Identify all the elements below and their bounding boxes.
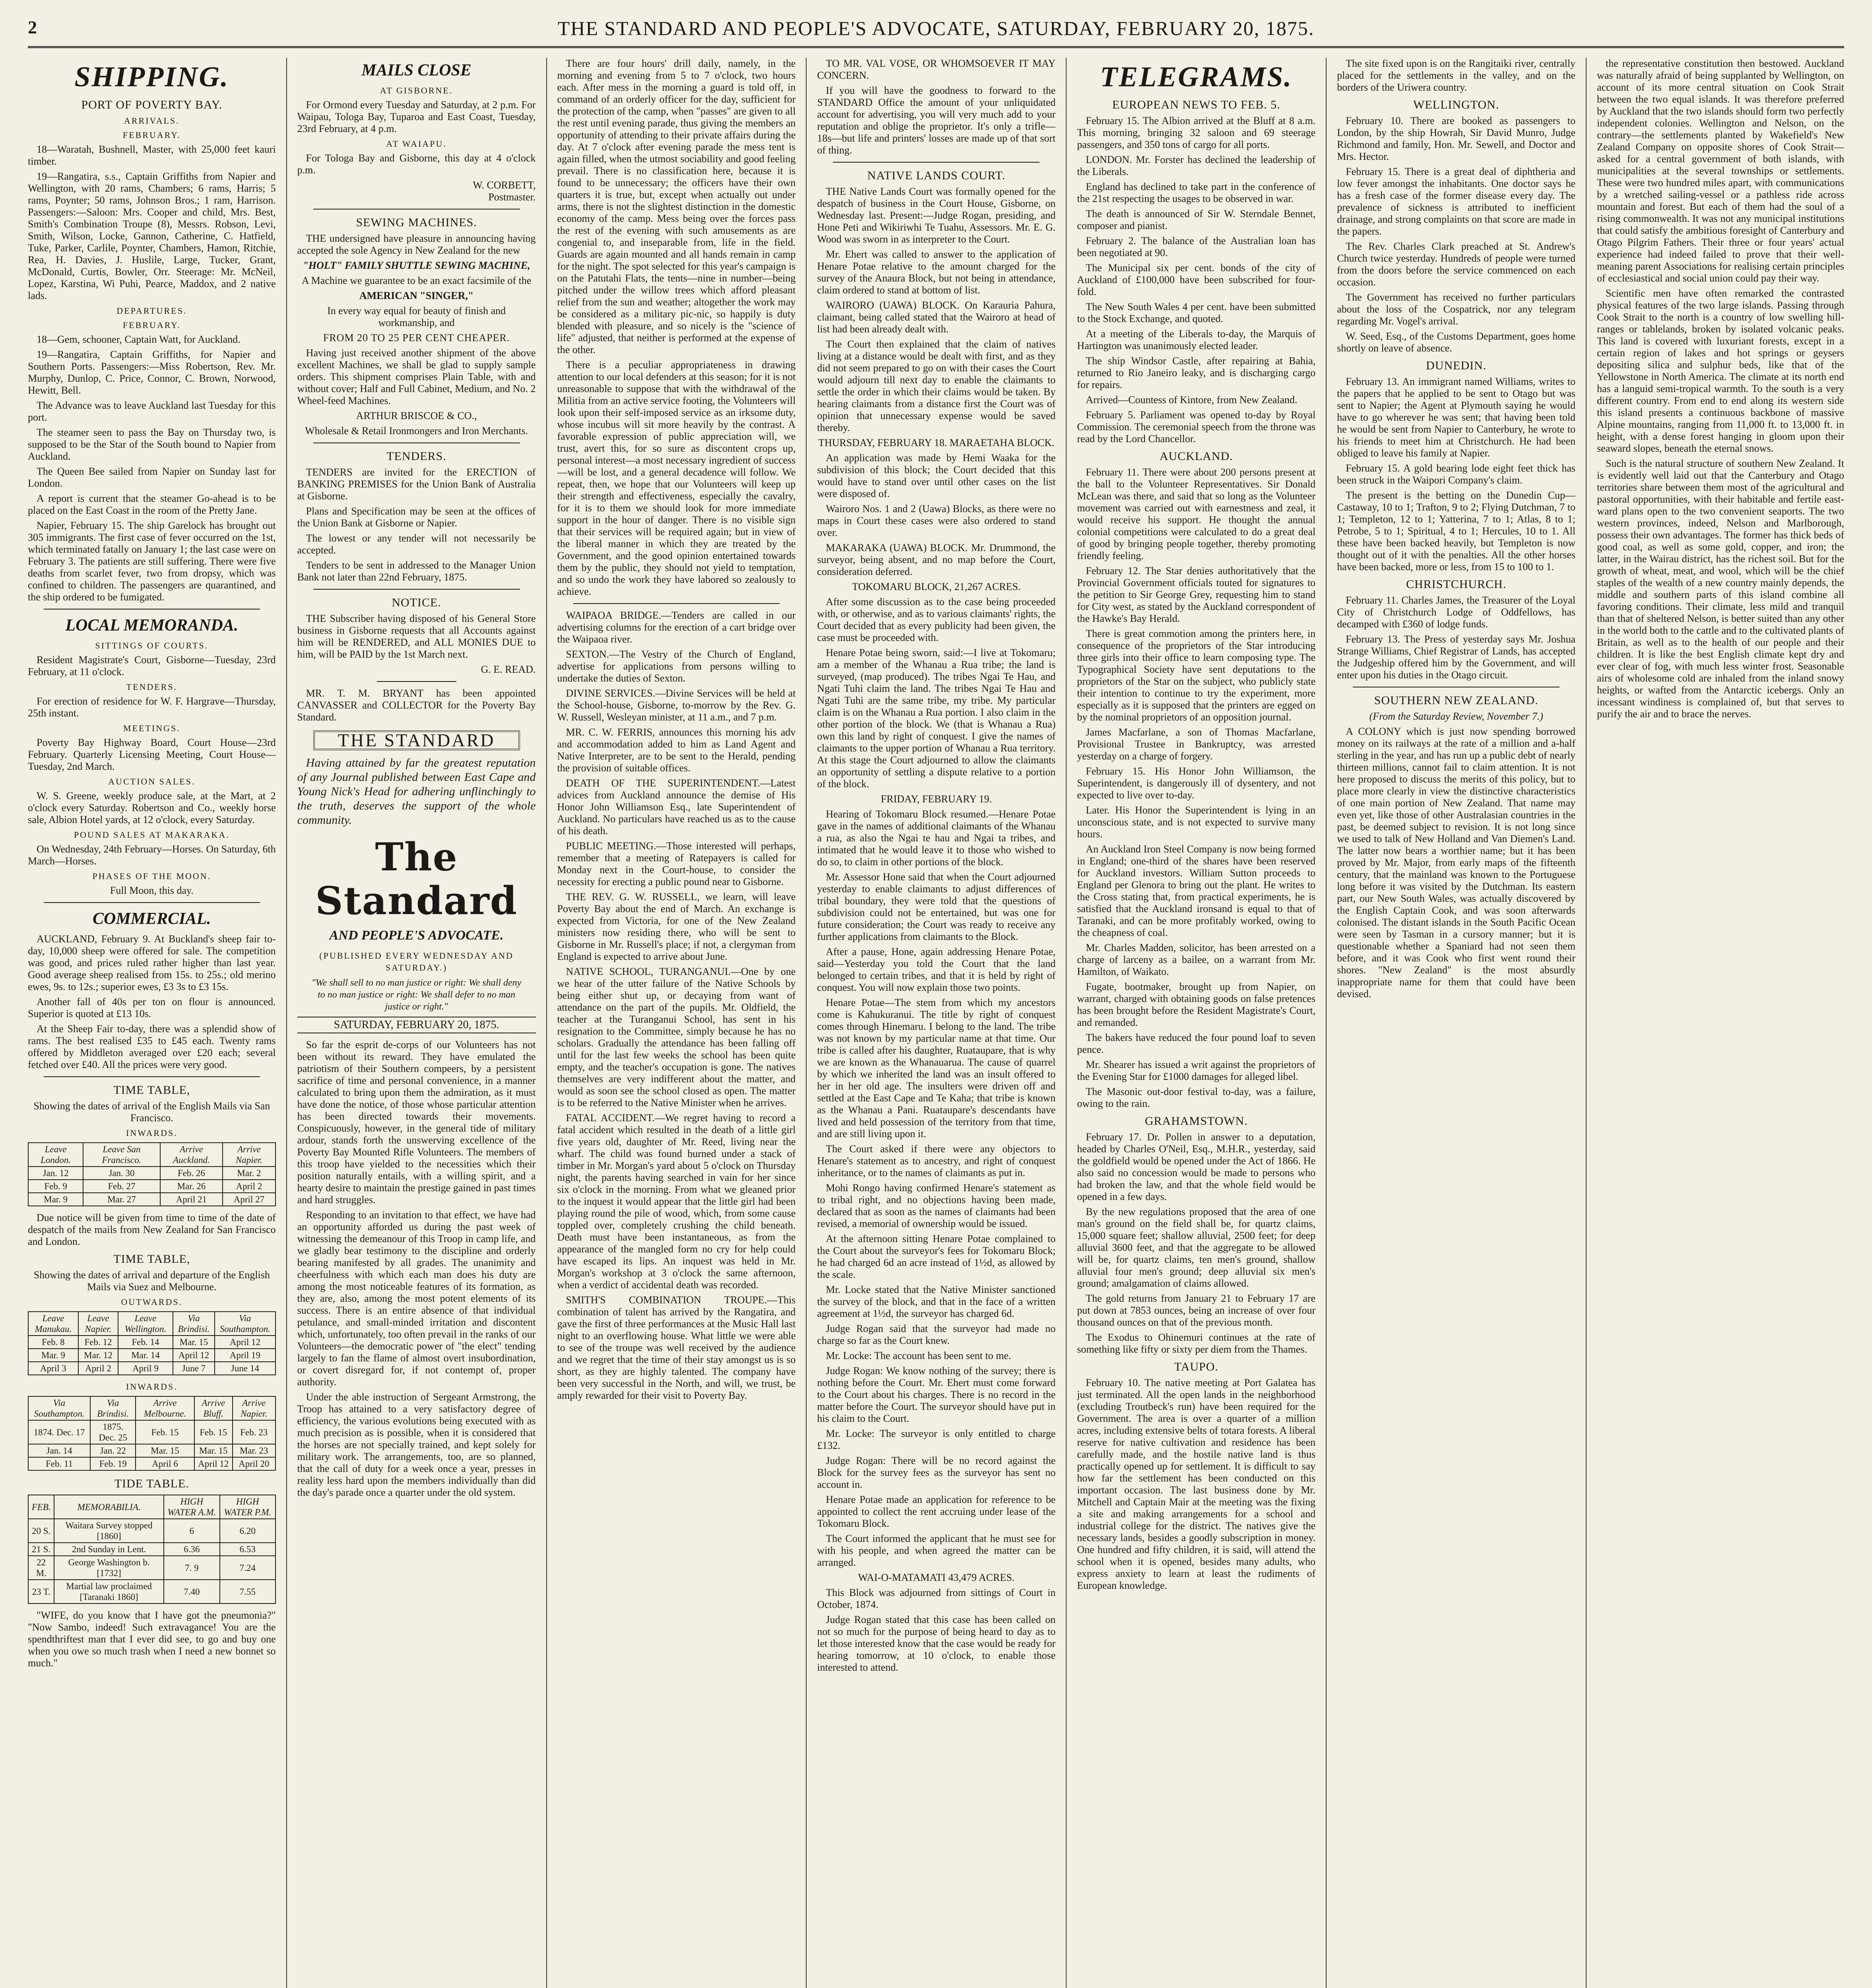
telegram-para: February 11. Charles James, the Treasurer of the Loyal City of Christchurch Lodge of Oddfellows, has decamped with £360 of lodge funds.: [1337, 594, 1576, 630]
court-para: After some discussion as to the case being proceeded with, or otherwise, and as to various claimants' rights, the Court decided that as every publicity had been given, the case must be proceeded with.: [817, 596, 1056, 643]
column-1: [28, 58, 286, 1988]
outwards-heading: OUTWARDS.: [121, 1297, 183, 1307]
sewing-para: THE undersigned have pleasure in announcing having accepted the sole Agency in New Zealand for the new: [297, 233, 536, 256]
telegram-para: The present is the betting on the Dunedin Cup—Castaway, 10 to 1; Trafton, 9 to 2; Flying Dutchman, 7 to 1; Templeton, 12 to 1; Yatterina, 7 to 1; Atlas, 8 to 1; Petrobe, 5 to 1; Spiritual, 4 to 1; Hercules, 10 to 1. All these have been backed heavily, but Templeton is now thought out of it with the penalties. All the other horses have been backed, more or less, from 15 to 100 to 1.: [1337, 489, 1576, 573]
table-cell: Mar. 23: [233, 1444, 275, 1457]
anecdote: "WIFE, do you know that I have got the pneumonia?" "Now Sambo, indeed! Such extravagance! You are the spendthriftest man that I ever did see, to go and buy one when you owe so much trash when I need a new bonnet so much.": [28, 1609, 276, 1669]
table-header: Arrive Melbourne.: [136, 1396, 194, 1420]
table-cell: 7.24: [220, 1556, 275, 1580]
court-heading: NATIVE LANDS COURT.: [867, 169, 1006, 182]
column-4: [806, 58, 1066, 1988]
table-cell: April 12: [194, 1457, 233, 1470]
telegram-para: An Auckland Iron Steel Company is now being formed in England; one-third of the shares have been reserved for Auckland investors. William Sutton proceeds to England per Glenora to bring out the plant. He writes to the Cross stating that, from practical experiments, he is satisfied that the Auckland ironsand is equal to that of Taranaki, and can be more profitably worked, owing to the cheapness of coal.: [1077, 843, 1316, 938]
arrival-entry: 18—Waratah, Bushnell, Master, with 25,000 feet kauri timber.: [28, 144, 276, 167]
departures-month: FEBRUARY.: [122, 320, 181, 330]
tenders-local-heading: TENDERS.: [126, 682, 178, 692]
column-2: [286, 58, 546, 1988]
shipping-note: The steamer seen to pass the Bay on Thursday two, is supposed to be the Star of the South bound to Napier from Auckland.: [28, 427, 276, 462]
local-item: NATIVE SCHOOL, TURANGANUI.—One by one we hear of the utter failure of the Native Schools by being either shut up, or decaying from want of attendance on the part of the pupils. Mr. Oldfield, the teacher at the Turanganui School, has sent in his resignation to the Committee, simply because he has no scholars. Gradually the attendance has been falling off until for the last few weeks the school has been quite empty, and the teacher's occupation is gone. The natives themselves are very indifferent about the matter, and would as soon see the school closed as open. The matter is to be referred to the Native Minister when he arrives.: [557, 966, 796, 1109]
letter-body: If you will have the goodness to forward to the STANDARD Office the amount of your unliquidated account for advertising, you will very much add to your reputation and oblige the proprietor. It's only a trifle—18s—but life and printers' losses are made up of that sort of thing.: [817, 85, 1056, 156]
court-para: WAI-O-MATAMATI 43,479 ACRES.: [858, 1572, 1015, 1583]
telegram-para: Mr. Charles Madden, solicitor, has been arrested on a charge of larceny as a bailee, on a warrant from Mr. Hamilton, of Waikato.: [1077, 942, 1316, 977]
table-cell: Mar. 26: [160, 1180, 223, 1193]
telegram-para: The Exodus to Ohinemuri continues at the rate of something like fifty or sixty per diem from the Thames.: [1077, 1332, 1316, 1355]
telegram-para: February 2. The balance of the Australian loan has been negotiated at 90.: [1077, 235, 1316, 258]
table-row: [28, 1180, 275, 1193]
telegram-para: February 10. There are booked as passengers to London, by the ship Howrah, Sir David Munro, Judge Richmond and family, Hon. Mr. Sewell, and Doctor and Mrs. Hector.: [1337, 115, 1576, 162]
column-3: [546, 58, 806, 1988]
column-5: [1066, 58, 1326, 1988]
table-cell: Mar. 15: [173, 1336, 215, 1349]
court-para: Wairoro Nos. 1 and 2 (Uawa) Blocks, as there were no maps in Court these cases were also ordered to stand over.: [817, 503, 1056, 538]
meetings-text: Poverty Bay Highway Board, Court House—23rd February. Quarterly Licensing Meeting, Court House—Tuesday, 2nd March.: [28, 737, 276, 772]
court-para: Judge Rogan said that the surveyor had made no charge so far as the Court knew.: [817, 1323, 1056, 1346]
court-para: Mr. Locke: The account has been sent to me.: [826, 1350, 1011, 1361]
local-heading: LOCAL MEMORANDA.: [65, 616, 239, 635]
telegram-para: February 15. There is a great deal of diphtheria and low fever amongst the inhabitants. One doctor says he has a fresh case of the former disease every day. The prevalence of sickness is attributed to inefficient drainage, and strong complaints on that score are made in the papers.: [1337, 166, 1576, 237]
table-cell: April 27: [223, 1193, 275, 1206]
court-para: The Court asked if there were any objectors to Henare's statement as to ancestry, and right of conquest inheritance, or to the names of claimants as put in.: [817, 1143, 1056, 1178]
table-cell: 6: [164, 1519, 220, 1543]
divider: [313, 589, 520, 590]
table-header: FEB.: [28, 1495, 54, 1519]
table-row: [28, 1349, 275, 1362]
table-cell: Mar. 15: [136, 1444, 194, 1457]
tenders-heading: TENDERS.: [386, 450, 446, 463]
masthead: [28, 15, 1844, 48]
arrivals-month: FEBRUARY.: [122, 130, 181, 140]
local-item: PUBLIC MEETING.—Those interested will perhaps, remember that a meeting of Ratepayers is called for Monday next in the Court-house, to consider the necessity for erecting a public pound near to Gisborne.: [557, 840, 796, 887]
sewing-para: In every way equal for beauty of finish and workmanship, and: [327, 305, 506, 328]
editorial-para: Responding to an invitation to that effect, we have had an opportunity afforded us during the past week of witnessing the demeanour of this Troop in camp life, and we gladly bear testimony to the discipline and orderly bearing manifested by all grades. The unanimity and cheerfulness with which each man does his duty are among the most noticeable features of its formation, as they are, also, among the most potent elements of its success. There is an entire absence of that individual petulance, and small-minded irritation and discontent which, unfortunately, too often prevail in the ranks of our Volunteers—the democratic power of "the elect" tending largely to fan the flame of almost overt insubordination, or covert disregard for, if not contempt of, proper authority.: [297, 1209, 536, 1388]
postmaster-name: W. CORBETT,: [473, 179, 536, 191]
table-header: Arrive Bluff.: [194, 1396, 233, 1420]
table-cell: 7.40: [164, 1580, 220, 1604]
table-row: [28, 1167, 275, 1180]
telegram-para: February 15. A gold bearing lode eight feet thick has been struck in the Waipori Company's claim.: [1337, 462, 1576, 486]
table-cell: Feb. 15: [136, 1420, 194, 1444]
shipping-heading: SHIPPING.: [74, 61, 229, 93]
court-para: Henare Potae—The stem from which my ancestors come is Kahukuranui. The title by right of conquest comes through Hinemaru. I belong to the land. The tribe was not known by my particular name at that time. Our tribe is called after his daughter, Ruataupare, that is why we are known as the Whanauarua. The cause of quarrel by which we inherited the land was an insult offered to her in her old age. The insulters were driven off and settled at the East Cape and Te Kaha; that tribe is known as the Whanau a Pani. Ruataupare's descendants have lived and held possession of the territory from that time, and are still living upon it.: [817, 997, 1056, 1140]
table-header: Leave San Francisco.: [83, 1143, 160, 1167]
sewing-price: FROM 20 TO 25 PER CENT CHEAPER.: [323, 332, 510, 344]
sewing-firm: ARTHUR BRISCOE & CO.,: [356, 410, 477, 421]
court-para: Judge Rogan stated that this case has been called on not so much for the purpose of being heard to day as to let those interested know that the case would be ready for hearing tomorrow, at 10 o'clock, to enable those interested to attend.: [817, 1614, 1056, 1673]
telegrams-heading: TELEGRAMS.: [1100, 61, 1293, 93]
port-heading: PORT OF POVERTY BAY.: [81, 98, 223, 111]
article-para: the representative constitution then bestowed. Auckland was naturally afraid of being supplanted by Wellington, on account of its more central situation on Cook Strait between the two equal islands. It was therefore preferred by Auckland that the two islands should form two perfectly independent colonies. Wellington and Nelson, on the contrary—the settlements planted by Wakefield's New Zealand Company on opposite shores of Cook Strait—asked for a central government of both islands, with municipalities at the several townships or settlements. These were two hundred miles apart, with communications by a wretched sailing-vessel or a pathless ride across mountain and forest. But each of them had the soul of a rising commonwealth. It was not any municipal institutions that could satisfy the ambitious foresight of Canterbury and Otago Pilgrim Fathers. Their three or four years' actual experience had indeed failed to prove that their well-meaning parent Associations for realising certain principles of ecclesiastical and social union could pay their way.: [1597, 58, 1844, 284]
divider: [313, 209, 520, 210]
page-number: 2: [28, 17, 37, 37]
table-cell: Waitara Survey stopped [1860]: [54, 1519, 164, 1543]
table-cell: April 6: [136, 1457, 194, 1470]
table-cell: Mar. 9: [28, 1193, 83, 1206]
table-cell: Feb. 9: [28, 1180, 83, 1193]
table-row: [28, 1519, 275, 1543]
court-para: Mr. Locke stated that the Native Minister sanctioned the survey of the block, and that in the face of a written agreement at 1½d, the surveyor has charged 6d.: [817, 1284, 1056, 1319]
table-cell: 7. 9: [164, 1556, 220, 1580]
table-header: Leave London.: [28, 1143, 83, 1167]
telegram-para: February 5. Parliament was opened to-day by Royal Commission. The ceremonial speech from the throne was read by the Lord Chancellor.: [1077, 409, 1316, 445]
telegram-para: February 13. An immigrant named Williams, writes to the papers that he applied to be sent to Otago but was sent to Napier; the Agent at Plymouth saying he would have to go wherever he was sent; that having been told he would be sent from Napier to Canterbury, he wrote to his friends to meet him at Christchurch. He had been obliged to leave his family at Napier.: [1337, 376, 1576, 459]
waiapu-heading: AT WAIAPU.: [386, 139, 447, 149]
telegram-para: At a meeting of the Liberals to-day, the Marquis of Hartington was unanimously elected leader.: [1077, 328, 1316, 351]
sf-mail-table: [28, 1142, 276, 1206]
telegram-para: February 13. The Press of yesterday says Mr. Joshua Strange Williams, Chief Registrar of Lands, has accepted the Judgeship offered him by the Government, and will enter upon his duties in the Otago circuit.: [1337, 633, 1576, 681]
tenders-para: Plans and Specification may be seen at the offices of the Union Bank at Gisborne or Napier.: [297, 505, 536, 529]
shipping-note: A report is current that the steamer Go-ahead is to be placed on the East Coast in the room of the Pretty Jane.: [28, 493, 276, 516]
telegram-para: February 11. There were about 200 persons present at the ball to the Volunteer Representatives. Sir Donald McLean was there, and said that so long as the Volunteer movement was carried out with earnestness and zeal, it would receive his support. He thought the annual colonial competitions were calculated to do a great deal of good by bringing people together, thereby promoting friendly feeling.: [1077, 466, 1316, 561]
table-row: [28, 1580, 275, 1604]
mails-heading: MAILS CLOSE: [361, 61, 471, 80]
table-cell: 6.53: [220, 1543, 275, 1556]
table-cell: Mar. 14: [118, 1349, 173, 1362]
local-item: DEATH OF THE SUPERINTENDENT.—Latest advices from Auckland announce the demise of His Honor John Williamson Esq., late Superintendent of Auckland. No particulars have reached us as to the cause of his death.: [557, 777, 796, 837]
notice-signature: G. E. READ.: [481, 664, 536, 675]
local-item: WAIPAOA BRIDGE.—Tenders are called in our advertising columns for the erection of a cart bridge over the Waipaoa river.: [557, 610, 796, 645]
masthead-title: THE STANDARD AND PEOPLE'S ADVOCATE, SATURDAY, FEBRUARY 20, 1875.: [557, 17, 1315, 39]
local-item: SMITH'S COMBINATION TROUPE.—This combination of talent has arrived by the Rangatira, and gave the first of three performances at the Music Hall last night to an overflowing house. What little we were able to see of the troupe was well received by the audience and we regret that the time of their stay amongst us is so short, as they are highly talented. The company have been very successful in the North, and will, we trust, be amply rewarded for their visit to Poverty Bay.: [557, 1294, 796, 1401]
table-row: [28, 1556, 275, 1580]
timetable2-heading: TIME TABLE,: [113, 1252, 190, 1266]
divider: [44, 902, 260, 903]
tenders-para: The lowest or any tender will not necessarily be accepted.: [297, 532, 536, 556]
sewing-para: Having just received another shipment of the above excellent Machines, we shall be glad to supply sample orders. This shipment comprises Plain Table, with and without cover; Half and Full Cabinet, Medium, and No. 2 Wheel-feed Machines.: [297, 347, 536, 406]
table-cell: 6.36: [164, 1543, 220, 1556]
table-row: [28, 1420, 275, 1444]
telegram-section-title: GRAHAMSTOWN.: [1145, 1114, 1248, 1128]
court-para: Mr. Ehert was called to answer to the application of Henare Potae relative to the amount charged for the survey of the Anaura Block, but not being in attendance, claim ordered to stand at bottom of list.: [817, 248, 1056, 296]
table-cell: 2nd Sunday in Lent.: [54, 1543, 164, 1556]
telegram-para: The gold returns from January 21 to February 17 are put down at 7853 ounces, being an increase of over four thousand ounces on that of the previous month.: [1077, 1293, 1316, 1328]
court-para: This Block was adjourned from sittings of Court in October, 1874.: [817, 1587, 1056, 1610]
column-7: [1586, 58, 1844, 1988]
moon-text: Full Moon, this day.: [110, 885, 194, 896]
commercial-heading: COMMERCIAL.: [93, 910, 211, 928]
sittings-heading: SITTINGS OF COURTS.: [95, 641, 209, 650]
table-cell: Feb. 8: [28, 1336, 78, 1349]
inwards-heading: INWARDS.: [126, 1128, 178, 1138]
tenders-para: Tenders to be sent in addressed to the Manager Union Bank not later than 22nd February, 1875.: [297, 559, 536, 583]
court-para: The Court informed the applicant that he must see for with his people, and when agreed the matter can be arranged.: [817, 1533, 1056, 1568]
table-row: [28, 1193, 275, 1206]
table-cell: April 2: [78, 1362, 118, 1375]
telegram-para: The Municipal six per cent. bonds of the city of Auckland of £100,000 have been subscribed for four-fold.: [1077, 262, 1316, 297]
telegram-para: There is great commotion among the printers here, in consequence of the proprietors of the Star introducing three girls into their office to learn composing type. The Typographical Society have sent deputations to the proprietors of the Star on the subject, who publicly state their intention to continue to try the experiment, more especially as it is supposed that the printers are egged on by the nominal proprietors of an opposition journal.: [1077, 628, 1316, 723]
gisborne-text: For Ormond every Tuesday and Saturday, at 2 p.m. For Waipau, Tologa Bay, Tuparoa and East Coast, Tuesday, 23rd February, at 4 p.m.: [297, 99, 536, 134]
table-cell: 1874. Dec. 17: [28, 1420, 90, 1444]
table-cell: 20 S.: [28, 1519, 54, 1543]
departure-entry: 19—Rangatira, Captain Griffiths, for Napier and Southern Ports. Passengers:—Miss Robertson, Rev. Mr. Murphy, Dunlop, C. Price, Connor, C. Brown, Norwood, Hewitt, Bell.: [28, 349, 276, 396]
table-cell: June 7: [173, 1362, 215, 1375]
article-para: Such is the natural structure of southern New Zealand. It is evidently well laid out that the Canterbury and Otago territories share between them most of the agricultural and pastoral opportunities, with their habitable and fertile east-ward plans open to the two convenient seaports. The two western provinces, indeed, Nelson and Marlborough, possess their own advantages. The former has thick beds of good coal, as well as some gold, copper, and iron; the latter, in the Wairau district, has the richest soil. But for the growth of wheat, meat, and wool, which will be the chief staples of the wealth of a new country mainly depends, the middle and southern parts of this island combine all favoring conditions. Their climate, less mild and tranquil than that of sheltered Nelson, is better suited than any other in the world both to the cattle and to the cultivated plants of Britain, as well as to the health of our people and their children. It is like the best English climate kept dry and ever clear of fog, with much less winter frost. Seasonable airs of wholesome cold are inhaled from the inland snowy heights, or wafted from the Antarctic icebergs. Only an incessant windiness is complained of, but that serves to purify the air and to brace the nerves.: [1597, 458, 1844, 720]
sewing-para: A Machine we guarantee to be an exact facsimile of the: [301, 275, 532, 286]
local-item: FATAL ACCIDENT.—We regret having to record a fatal accident which resulted in the death of a little girl five years old, daughter of Mr. Reed, living near the wharf. The child was found burned under a stack of timber in Mr. Morgan's yard about 5 o'clock on Thursday night, the parents having searched in vain for her since six o'clock in the morning. From what we gleaned prior to the inquest it would appear that the little girl had been playing round the pile of wood, which, from some cause toppled over, completely crushing the child beneath. Death must have been instantaneous, as from the appearance of the mangled form no cry for help could have escaped its lips. An inquest was held in Mr. Morgan's workshop at 3 o'clock the same afternoon, when a verdict of accidental death was recorded.: [557, 1112, 796, 1291]
table-cell: Mar. 27: [83, 1193, 160, 1206]
table-header: Leave Napier.: [78, 1312, 118, 1336]
local-item: DIVINE SERVICES.—Divine Services will be held at the School-house, Gisborne, to-morrow by the Rev. G. W. Russell, Wesleyan minister, at 11 a.m., and 7 p.m.: [557, 687, 796, 723]
table-cell: Feb. 23: [233, 1420, 275, 1444]
arrival-entry: 19—Rangatira, s.s., Captain Griffiths from Napier and Wellington, with 20 rams, Chambers; 6 rams, Harris; 5 rams, Poynter; 50 rams, Johnson Bros.; 1 ram, Harrison. Passengers:—Saloon: Mrs. Cooper and child, Mrs. Best, Smith's Combination Troupe (8), Messrs. Robson, Levi, Smith, Wilson, Locke, Gannon, Catherine, C. Hatfield, Tuke, Parker, Carlile, Poynter, Chambers, Hamon, Ritchie, Rea, H. Davies, J. Huslile, Large, Tucker, Grant, McDonald, Curtis, Bowler, Orr. Steerage: Mr. McNeil, Lopez, Karstina, Wi Puhi, Pearce, Maddox, and 2 native lads.: [28, 171, 276, 301]
court-para: Mohi Rongo having confirmed Henare's statement as to tribal right, and no objections having been made, declared that as soon as the names of claimants had been revised, a memorial of ownership would be issued.: [817, 1182, 1056, 1229]
telegram-section-title: AUCKLAND.: [1159, 450, 1233, 463]
sewing-singer: AMERICAN "SINGER,": [359, 290, 474, 301]
gisborne-heading: AT GISBORNE.: [380, 85, 453, 95]
shipping-note: The Advance was to leave Auckland last Tuesday for this port.: [28, 400, 276, 423]
court-para: At the afternoon sitting Henare Potae complained to the Court about the surveyor's fees for Tokomaru Block; he had charged 6d an acre instead of 1½d, as allowed by the scale.: [817, 1233, 1056, 1280]
court-para: After a pause, Hone, again addressing Henare Potae, said—Yesterday you told the Court that the land belonged to certain tribes, and that it is held by right of conquest. You will now explain those two points.: [817, 946, 1056, 993]
table-header: Via Brindisi.: [90, 1396, 136, 1420]
table-header: Arrive Napier.: [233, 1396, 275, 1420]
table-cell: April 9: [118, 1362, 173, 1375]
sewing-product: "HOLT" FAMILY SHUTTLE SEWING MACHINE,: [303, 260, 530, 271]
editorial-para: There are four hours' drill daily, namely, in the morning and evening from 5 to 7 o'clock, two hours each. After mess in the morning a guard is told off, in command of an orderly officer for the day, sufficient for the protection of the camp, when "passes" are given to all the rest until evening parade, thus giving the members an opportunity of attending to their private affairs during the day. At 7 o'clock after evening parade the mess tent is again filled, when the utmost sociability and good feeling prevail. There is no classification here, because it is found to be unnecessary; the officers have their own quarters it is true, but, except when actually out under arms, there is not the slightest distinction in the domestic economy of the camp. Mess being over the forces pass the rest of the evening with such amusements as are congenial to, and inseparable from, life in the field. Guards are again mounted and all hands remain in camp for the night. The spot selected for this year's campaign is on the Patutahi Flats, the tents—nine in number—being pitched under the willow trees which afford pleasant relief from the sun and weather; altogether the work may be considered as a military pic-nic, so happily is duty blended with pleasure, and so nicely is the "science of life" adjusted, that neither is performed at the expense of the other.: [557, 58, 796, 355]
local-item: SEXTON.—The Vestry of the Church of England, advertise for applications from persons willing to undertake the duties of Sexton.: [557, 648, 796, 684]
shipping-note: The Queen Bee sailed from Napier on Sunday last for London.: [28, 466, 276, 489]
nameplate-published: (PUBLISHED EVERY WEDNESDAY AND SATURDAY.): [319, 951, 514, 973]
telegram-para: The Masonic out-door festival to-day, was a failure, owing to the rain.: [1077, 1086, 1316, 1109]
court-para: Henare Potae made an application for reference to be appointed to collect the rent accruing under lease of the Tokomaru Block.: [817, 1494, 1056, 1529]
divider: [44, 609, 260, 610]
editorial-para: So far the esprit de-corps of our Volunteers has not been without its reward. They have emulated the patriotism of their Southern compeers, by a persistent sacrifice of time and personal convenience, in a manner calculated to bring upon them the admiration, as it must have done the notice, of those whose particular attention has been directed towards their movements. Conspicuously, however, in the general tide of military ardour, stands forth the unswerving excellence of the Poverty Bay Mounted Rifle Volunteers. The members of this troop have yielded to the necessities which their position naturally entails, with a willing spirit, and a hearty desire to maintain the prestige gained in past times and hard struggles.: [297, 1039, 536, 1206]
court-para: THURSDAY, FEBRUARY 18. MARAETAHA BLOCK.: [818, 437, 1055, 448]
table-header: MEMORABILIA.: [54, 1495, 164, 1519]
table-cell: Feb. 11: [28, 1457, 90, 1470]
tide-table: [28, 1495, 276, 1604]
telegram-para: The Rev. Charles Clark preached at St. Andrew's Church twice yesterday. Hundreds of people were turned from the doors before the service commenced on each occasion.: [1337, 241, 1576, 288]
timetable-heading: TIME TABLE,: [113, 1083, 190, 1097]
telegram-para: W. Seed, Esq., of the Customs Department, goes home shortly on leave of absence.: [1337, 330, 1576, 354]
table-header: Leave Wellington.: [118, 1312, 173, 1336]
editorial-para: Under the able instruction of Sergeant Armstrong, the Troop has attained to a very satisfactory degree of efficiency, the various evolutions being executed with as much precision as is possible, when it is considered that the horses are not specially trained, and kept solely for military work. The arrangements, too, are so planned, that the call of duty for a week once a year, presses in reality less hard upon the members individually than did the day's parade once a quarter under the old system.: [297, 1391, 536, 1498]
court-para: MAKARAKA (UAWA) BLOCK. Mr. Drummond, the surveyor, being absent, and no map before the Court, consideration deferred.: [817, 542, 1056, 577]
table-cell: April 12: [173, 1349, 215, 1362]
table-cell: Mar. 2: [223, 1167, 275, 1180]
table-header: HIGH WATER P.M.: [220, 1495, 275, 1519]
telegram-para: February 12. The Star denies authoritatively that the Provincial Government officials touted for signatures to the petition to Sir George Grey, requesting him to stand for City west, as stated by the Auckland correspondent of the Hawke's Bay Herald.: [1077, 565, 1316, 624]
table-cell: June 14: [215, 1362, 275, 1375]
table-header: Arrive Auckland.: [160, 1143, 223, 1167]
notice-heading: NOTICE.: [392, 596, 441, 609]
divider: [377, 681, 456, 682]
timetable-note: Due notice will be given from time to time of the date of despatch of the mails from New Zealand for San Francisco and London.: [28, 1212, 276, 1247]
article-source: (From the Saturday Review, November 7.): [1369, 711, 1543, 722]
court-para: FRIDAY, FEBRUARY 19.: [881, 793, 992, 805]
table-cell: George Washington b. [1732]: [54, 1556, 164, 1580]
letter-salutation: TO MR. VAL VOSE, OR WHOMSOEVER IT MAY CONCERN.: [817, 58, 1056, 81]
departures-heading: DEPARTURES.: [116, 306, 187, 316]
telegram-para: Fugate, bootmaker, brought up from Napier, on warrant, charged with obtaining goods on false pretences has been brought before the Resident Magistrate's Court, and remanded.: [1077, 981, 1316, 1028]
auction-text: W. S. Greene, weekly produce sale, at the Mart, at 2 o'clock every Saturday. Robertson and Co., weekly horse sale, Albion Hotel yards, at 12 o'clock, every Saturday.: [28, 790, 276, 825]
departure-entry: 18—Gem, schooner, Captain Watt, for Auckland.: [37, 334, 241, 345]
nameplate-title: The Standard: [315, 835, 518, 923]
table-cell: Mar. 9: [28, 1349, 78, 1362]
local-item: THE REV. G. W. RUSSELL, we learn, will leave Poverty Bay about the end of March. An exchange is expected from Victoria, for one of the New Zealand ministers now residing there, who will be sent to Gisborne in Mr. Russell's place; if not, a clergyman from England is expected to arrive about June.: [557, 891, 796, 962]
table-cell: Mar. 12: [78, 1349, 118, 1362]
notice-para: THE Subscriber having disposed of his General Store business in Gisborne requests that all Accounts against him will be RENDERED, and ALL MONIES DUE to him, will be PAID by the 1st March next.: [297, 613, 536, 660]
table-cell: 7.55: [220, 1580, 275, 1604]
nameplate-motto: "We shall sell to no man justice or right: We shall deny to no man justice or right: We shall defer to no man justice or right.": [311, 978, 522, 1012]
telegram-para: England has declined to take part in the conference of the 21st respecting the usages to be observed in war.: [1077, 181, 1316, 204]
notice-para: MR. T. M. BRYANT has been appointed CANVASSER and COLLECTOR for the Poverty Bay Standard.: [297, 687, 536, 723]
telegram-para: The death is announced of Sir W. Sterndale Bennet, composer and pianist.: [1077, 208, 1316, 231]
column-6: [1326, 58, 1586, 1988]
table-cell: Jan. 14: [28, 1444, 90, 1457]
divider: [833, 162, 1040, 163]
table-header: Arrive Napier.: [223, 1143, 275, 1167]
table-cell: 21 S.: [28, 1543, 54, 1556]
waiapu-text: For Tologa Bay and Gisborne, this day at 4 o'clock p.m.: [297, 152, 536, 176]
shipping-note: Napier, February 15. The ship Garelock has brought out 305 immigrants. The first case of fever occurred on the 1st, which terminated fatally on January 1; the last case were on February 3. The patients are still suffering. There were five deaths from scarlet fever, two from dropsy, which was confined to children. The passengers are quarantined, and the ship ordered to be fumigated.: [28, 520, 276, 603]
editorial-para: There is a peculiar appropriateness in drawing attention to our local defenders at this season; for it is not unreasonable to suppose that with the withdrawal of the Militia from an active service footing, the Volunteers will look upon their self-imposed service as an irksome duty, whose incubus will sit more heavily by the contrast. A favorable expression of public appreciation will, we trust, avert this, for so sure as discontent crops up, personal interest—a most necessary ingredient of success—will be lost, and a general decadence will follow. We repeat, then, we hope that our Volunteers will keep up their strength and effectiveness, especially the cavalry, for it is to them we should look for more immediate support in the hour of danger. There is no visible sign that their services will be required again; but in view of the liberal manner in which they are treated by the Government, and the good opinion entertained towards them by the public, they should not yield to temptation, and so undo the work they have labored so zealously to achieve.: [557, 359, 796, 597]
table-cell: 22 M.: [28, 1556, 54, 1580]
telegram-para: The site fixed upon is on the Rangitaiki river, centrally placed for the settlements in the valley, and on the borders of the Uriwera country.: [1337, 58, 1576, 93]
telegram-section-title: DUNEDIN.: [1426, 359, 1487, 372]
suez-inwards-table: [28, 1396, 276, 1471]
meetings-heading: MEETINGS.: [123, 723, 180, 733]
court-para: An application was made by Hemi Waaka for the subdivision of this block; the Court decided that this would have to stand over until other cases on the list were disposed of.: [817, 452, 1056, 499]
court-para: Hearing of Tokomaru Block resumed.—Henare Potae gave in the names of additional claimants of the Whanau a rua, as also the Ngai te hau and Ngai ta tribes, and intimated that he would leave it to those who wished to do so, to claim in other portions of the block.: [817, 808, 1056, 868]
table-cell: April 3: [28, 1362, 78, 1375]
table-cell: Feb. 12: [78, 1336, 118, 1349]
table-cell: April 12: [215, 1336, 275, 1349]
nameplate-subtitle: AND PEOPLE'S ADVOCATE.: [329, 928, 504, 943]
suez-outwards-table: [28, 1311, 276, 1375]
table-header: Via Brindisi.: [173, 1312, 215, 1336]
table-cell: Feb. 14: [118, 1336, 173, 1349]
table-cell: 1875. Dec. 25: [90, 1420, 136, 1444]
table-cell: 6.20: [220, 1519, 275, 1543]
nameplate-date: SATURDAY, FEBRUARY 20, 1875.: [297, 1017, 536, 1033]
court-para: Mr. Locke: The surveyor is only entitled to charge £132.: [817, 1428, 1056, 1451]
telegram-para: Later. His Honor the Superintendent is lying in an unconscious state, and is not expected to survive many hours.: [1077, 804, 1316, 840]
table-header: Via Southampton.: [28, 1396, 90, 1420]
table-cell: Jan. 30: [83, 1167, 160, 1180]
telegram-para: James Macfarlane, a son of Thomas Macfarlane, Provisional Trustee in Bankruptcy, was arrested yesterday on a charge of forgery.: [1077, 726, 1316, 762]
divider: [44, 1076, 260, 1077]
table-cell: 23 T.: [28, 1580, 54, 1604]
telegram-para: Arrived—Countess of Kintore, from New Zealand.: [1086, 394, 1298, 406]
moon-heading: PHASES OF THE MOON.: [92, 871, 211, 881]
court-para: WAIRORO (UAWA) BLOCK. On Karauria Pahura, claimant, being called stated that the Wairoro at head of list had been already dealt with.: [817, 299, 1056, 335]
table-header: Leave Manukau.: [28, 1312, 78, 1336]
table-cell: Jan. 22: [90, 1444, 136, 1457]
article-para: Scientific men have often remarked the contrasted physical features of the two large islands. Passing through Cook Strait to the north is a country of low swelling hill-ranges or tablelands, broken by isolated volcanic peaks. This land is covered with luxuriant forests, except in a certain region of lakes and hot springs or geysers depositing silica and sulphur beds, like that of the Yellowstone in North America. The climate at its north end has a languid semi-tropical warmth. To the south is a very different country. From end to end along its western side this island presents a continuous backbone of massive Alpine mountains, ranging from 11,000 ft. to 13,000 ft. in height, with a dense forest hanging in gloom upon their seaward slopes, beneath the eternal snows.: [1597, 287, 1844, 454]
timetable2-subheading: Showing the dates of arrival and departure of the English Mails via Suez and Melbourne.: [33, 1269, 270, 1293]
telegram-para: The bakers have reduced the four pound loaf to seven pence.: [1077, 1032, 1316, 1055]
commercial-para: At the Sheep Fair to-day, there was a splendid show of rams. The best realised £35 to £45 each. Twenty rams offered by Middleton averaged over £20 each; several fetched over £40. All the prices were very good.: [28, 1023, 276, 1070]
court-para: Henare Potae being sworn, said:—I live at Tokomaru; am a member of the Whanau a Rua tribe; the land is surveyed, (map produced). The tribes Ngai Te Hau, and Ngati Tuhi claim the land. The tribes Ngai Te Hau and Ngati Tuhi are the same tribe, my tribe. My particular claim is on the Whanau a Rua portion. I also claim in the other portion of the block. We (that is Whanau a Rua) own this land by right of conquest. I give the names of claimants to the upper portion of Whanau a Rua territory. At this stage the Court adjourned to allow the claimants an opportunity of settling a dispute relative to a portion of the block.: [817, 647, 1056, 790]
court-para: Judge Rogan: We know nothing of the survey; there is nothing before the Court. Mr. Ehert must come forward to the Court about his charges. There is no record in the matter before the Court. The surveyor should have put in his claim to the Court.: [817, 1365, 1056, 1424]
auction-heading: AUCTION SALES.: [108, 777, 196, 786]
local-item: MR. C. W. FERRIS, announces this morning his adv and accommodation added to him as Land Agent and Native Interpreter, are to be sent to the Herald, pending the provision of suitable offices.: [557, 726, 796, 774]
table-cell: Feb. 26: [160, 1167, 223, 1180]
timetable-subheading: Showing the dates of arrival of the English Mails via San Francisco.: [33, 1100, 270, 1124]
telegram-section-title: TAUPO.: [1174, 1360, 1218, 1373]
arrivals-heading: ARRIVALS.: [124, 116, 180, 126]
telegram-para: Mr. Shearer has issued a writ against the proprietors of the Evening Star for £1000 damages for alleged libel.: [1077, 1059, 1316, 1082]
tenders-local-text: For erection of residence for W. F. Hargrave—Thursday, 25th instant.: [28, 695, 276, 719]
table-cell: Feb. 19: [90, 1457, 136, 1470]
commercial-para: Another fall of 40s per ton on flour is announced. Superior is quoted at £13 10s.: [28, 996, 276, 1019]
telegram-section-title: WELLINGTON.: [1413, 98, 1500, 111]
sewing-heading: SEWING MACHINES.: [356, 216, 477, 229]
commercial-para: AUCKLAND, February 9. At Buckland's sheep fair to-day, 10,000 sheep were offered for sale. The competition was good, and prices ruled rather higher than last year. Good average sheep realised from 15s. to 25s.; old merino ewes, 9s. to 12s.; superior ewes, £3 3s to £3 15s.: [28, 933, 276, 992]
table-cell: Feb. 27: [83, 1180, 160, 1193]
telegram-para: February 17. Dr. Pollen in answer to a deputation, headed by Charles O'Neil, Esq., M.H.R., yesterday, said the goldfield would be opened under the Act of 1866. He also said no concession would be made to persons who had broken the law, and that the whole field would be opened in a few days.: [1077, 1131, 1316, 1202]
telegram-para: February 10. The native meeting at Port Galatea has just terminated. All the open lands in the neighborhood (excluding Troutbeck's run) have been required for the Government. The area is over a quarter of a million acres, including extensive belts of totara forests. A liberal reserve for native cultivation and residence has been carefully made, and the hostile native land is thus practically opened up for settlement. It is difficult to say how far the settlement has been conducted on this important occasion. The last business done by Mr. Mitchell and Captain Mair at the meeting was the fixing a site and making arrangements for a school and industrial college for the district. The natives give the necessary lands, besides a goodly subscription in money. One hundred and fifty children, it is said, will attend the school when it is opened, besides many adults, who express anxiety to learn at least the rudiments of European knowledge.: [1077, 1377, 1316, 1591]
telegram-section-title: EUROPEAN NEWS TO FEB. 5.: [1112, 98, 1280, 111]
telegram-para: The ship Windsor Castle, after repairing at Bahia, returned to Rio Janeiro leaky, and is discharging cargo for repairs.: [1077, 355, 1316, 390]
article-para: A COLONY which is just now spending borrowed money on its railways at the rate of a million and a-half sterling in the year, and has run up a public debt of nearly thirteen millions, cannot fail to claim attention. It is not here proposed to discuss the merits of this policy, but to place more clearly in view the distinctive characteristics of one main portion of New Zealand. That name may even yet, like those of other Australasian countries in the past, be deemed subject to revision. It is not long since we used to talk of New Holland and Van Diemen's Land. The latter now bears a worthier name; but it has been proved by Mr. Major, from early maps of the fifteenth century, that the mainland was known to the Portuguese long before it was visited by the Dutchman. Its eastern part, our New South Wales, was actually discovered by the English Captain Cook, and was soon afterwards colonised. The distant islands in the South Pacific Ocean were seen by Tasman in a cursory manner; but it is questionable whether a Spaniard had not seen them before, and it was Cook who first went round their shores. "New Zealand" is the most absurdly inappropriate name for them that could have been devised.: [1337, 726, 1576, 1000]
tenders-para: TENDERS are invited for the ERECTION of BANKING PREMISES for the Union Bank of Australia at Gisborne.: [297, 466, 536, 502]
table-cell: Jan. 12: [28, 1167, 83, 1180]
telegram-section-title: CHRISTCHURCH.: [1406, 578, 1507, 591]
telegram-para: The New South Wales 4 per cent. have been submitted to the Stock Exchange, and quoted.: [1077, 301, 1316, 324]
table-header: Via Southampton.: [215, 1312, 275, 1336]
table-cell: April 21: [160, 1193, 223, 1206]
table-row: [28, 1457, 275, 1470]
table-cell: Feb. 15: [194, 1420, 233, 1444]
pound-text: On Wednesday, 24th February—Horses. On Saturday, 6th March—Horses.: [28, 843, 276, 867]
court-para: TOKOMARU BLOCK, 21,267 ACRES.: [852, 581, 1021, 592]
table-row: [28, 1543, 275, 1556]
article-title: SOUTHERN NEW ZEALAND.: [1374, 694, 1538, 707]
postmaster-title: Postmaster.: [488, 191, 536, 203]
table-cell: Mar. 15: [194, 1444, 233, 1457]
telegram-para: By the new regulations proposed that the area of one man's ground on the field shall be, for quartz claims, 15,000 square feet; shallow alluvial, 2500 feet; for deep alluvial 3600 feet, and that the aggregate to be allowed will be, for quartz claims, ten men's ground, shallow alluvial four men's ground; deep alluvial six men's ground; amalgamation of claims allowed.: [1077, 1206, 1316, 1289]
court-para: The Court then explained that the claim of natives living at a distance would be dealt with first, and as they did not seem prepared to go on with their cases the Court would adjourn till next day to enable the claimants to settle the order in which their claims would be taken. By hearing claimants from a distance first the Court was of opinion that unnecessary expense would be saved thereby.: [817, 338, 1056, 433]
court-para: Mr. Assessor Hone said that when the Court adjourned yesterday to enable claimants to adjust differences of tribal boundary, they were told that the questions of subdivision could not be entertained, but was one for future consideration; the Court was ready to receive any further applications from claimants to the Block.: [817, 871, 1056, 942]
telegram-para: February 15. The Albion arrived at the Bluff at 8 a.m. This morning, bringing 32 saloon and 69 steerage passengers, and 350 tons of cargo for all ports.: [1077, 115, 1316, 150]
sittings-text: Resident Magistrate's Court, Gisborne—Tuesday, 23rd February, at 11 o'clock.: [28, 654, 276, 678]
inwards2-heading: INWARDS.: [126, 1382, 178, 1392]
table-row: [28, 1336, 275, 1349]
court-para: THE Native Lands Court was formally opened for the despatch of business in the Court House, Gisborne, on Wednesday last. Present:—Judge Rogan, presiding, and Hone Peti and Wikiriwhi Te Tuahu, Assessors. Mr. E. G. Wood was sworn in as interpreter to the Court.: [817, 186, 1056, 245]
sewing-firm-desc: Wholesale & Retail Ironmongers and Iron Merchants.: [305, 425, 528, 437]
court-para: Judge Rogan: There will be no record against the Block for the survey fees as the surveyor has sent no account in.: [817, 1455, 1056, 1490]
table-cell: Martial law proclaimed [Taranaki 1860]: [54, 1580, 164, 1604]
telegram-para: February 15. His Honor John Williamson, the Superintendent, is dangerously ill of dysentery, and not expected to live over to-day.: [1077, 765, 1316, 801]
telegram-para: The Government has received no further particulars about the loss of the Cospatrick, nor any telegram regarding Mr. Vogel's arrival.: [1337, 291, 1576, 327]
pound-heading: POUND SALES AT MAKARAKA.: [74, 830, 230, 840]
standard-banner: THE STANDARD: [313, 730, 520, 750]
table-cell: April 20: [233, 1457, 275, 1470]
telegram-para: LONDON. Mr. Forster has declined the leadership of the Liberals.: [1077, 154, 1316, 177]
table-header: HIGH WATER A.M.: [164, 1495, 220, 1519]
columns: [28, 58, 1844, 1988]
divider: [573, 603, 780, 604]
table-cell: April 2: [223, 1180, 275, 1193]
table-cell: April 19: [215, 1349, 275, 1362]
standard-ad-text: Having attained by far the greatest reputation of any Journal published between East Cape and Young Nick's Head for adhering unflinchingly to the truth, deserves the support of the whole community.: [297, 756, 536, 827]
table-row: [28, 1362, 275, 1375]
tide-heading: TIDE TABLE.: [114, 1477, 189, 1490]
table-row: [28, 1444, 275, 1457]
